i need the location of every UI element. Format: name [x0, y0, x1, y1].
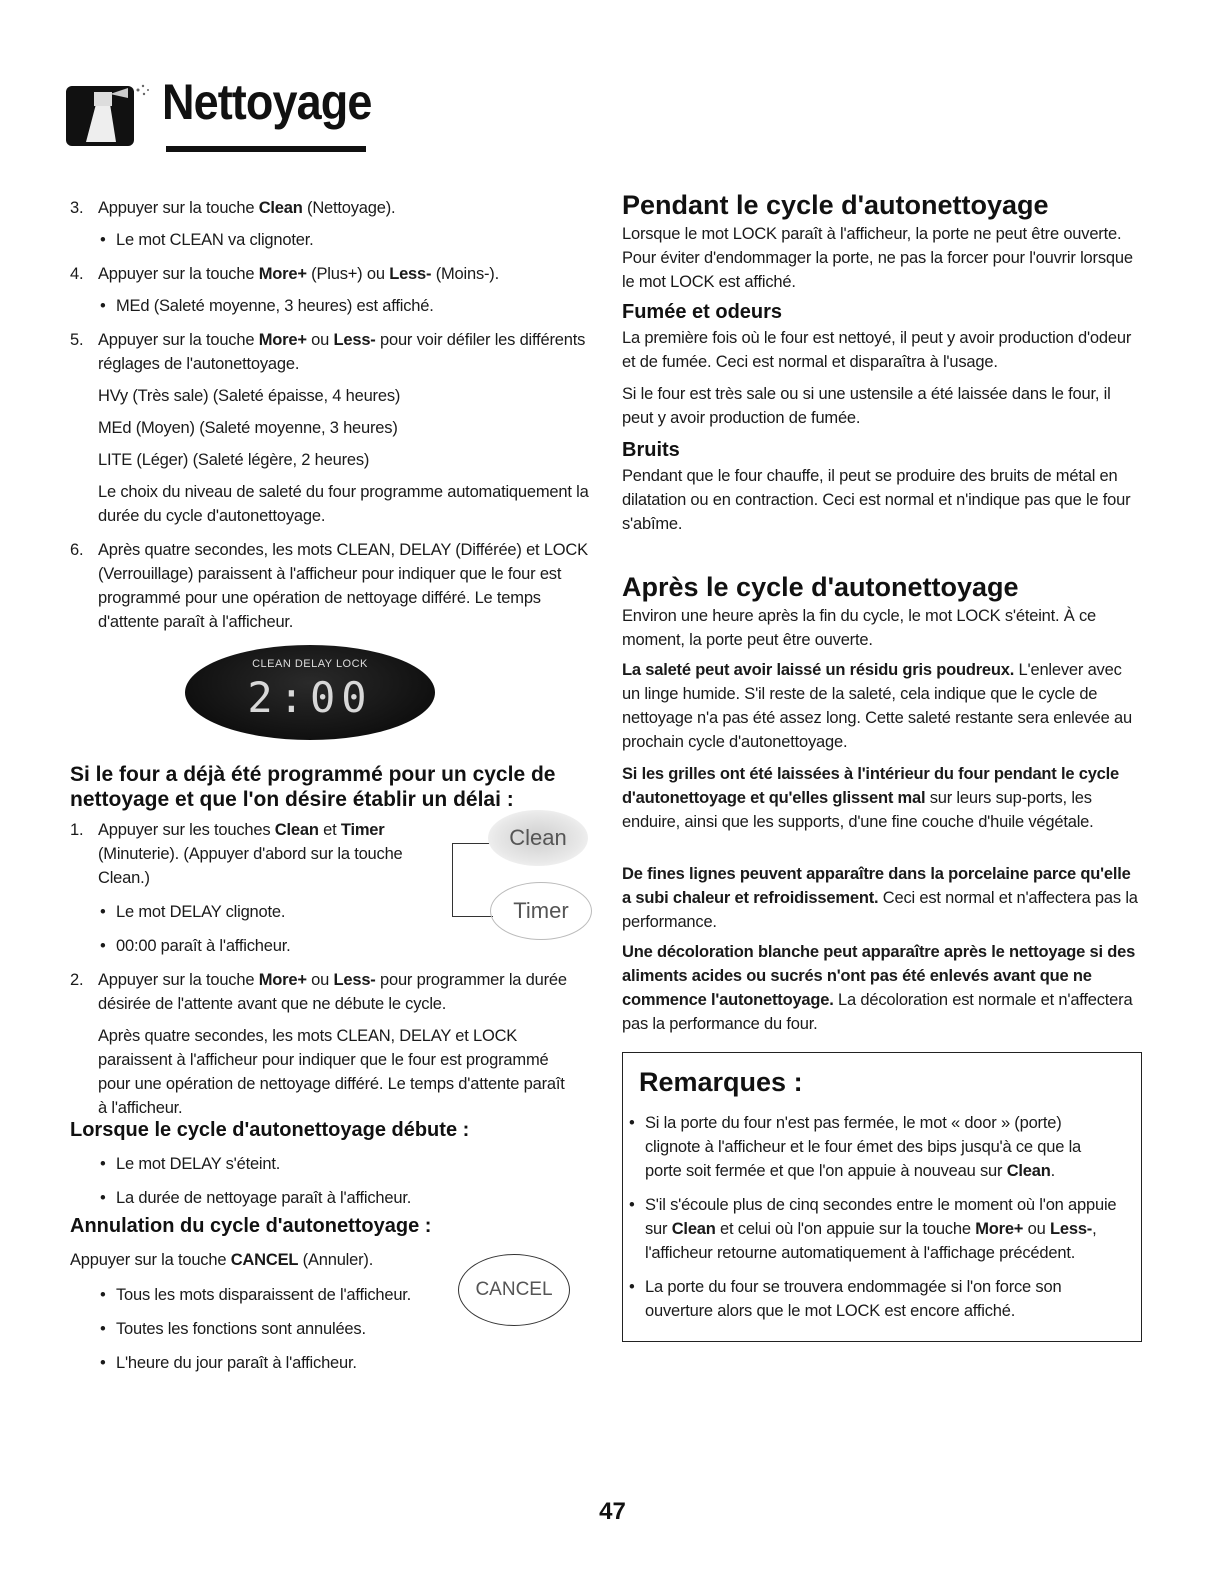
- after-residue: La saleté peut avoir laissé un résidu gris poudreux. L'enlever avec un linge humide. S'il reste de la saleté, cela indique que le cycle de nettoyage n'a pas été assez long. Cette saleté restante sera enlevée au prochain cycle d'autonettoyage.: [622, 661, 1132, 751]
- cancel-key-label: CANCEL: [475, 1279, 553, 1300]
- smoke-text-1: La première fois où le four est nettoyé, il peut y avoir production d'odeur et de fumée. Ceci est normal et disparaîtra à l'usage.: [622, 329, 1132, 371]
- start-heading: Lorsque le cycle d'autonettoyage débute :: [70, 1119, 470, 1141]
- cancel-instruction: Appuyer sur la touche CANCEL (Annuler).: [70, 1251, 374, 1269]
- remarks-box: [622, 1052, 1142, 1342]
- noise-heading: Bruits: [622, 439, 680, 461]
- after-lines: De fines lignes peuvent apparaître dans la porcelaine parce qu'elle a subi chaleur et refroidissement. Ceci est normal et n'affectera pas la performance.: [622, 865, 1138, 931]
- delay-step-2: 2. Appuyer sur la touche More+ ou Less- pour programmer la durée désirée de l'attente avant que ne débute le cycle.: [70, 971, 567, 1013]
- noise-text: Pendant que le four chauffe, il peut se produire des bruits de métal en dilatation ou en contraction. Ceci est normal et n'indique pas que le four s'abîme.: [622, 467, 1131, 533]
- delay-steps: [70, 818, 570, 1120]
- soil-level-medium: MEd (Moyen) (Saleté moyenne, 3 heures): [98, 419, 398, 437]
- header: [66, 70, 376, 155]
- soil-level-light: LITE (Léger) (Saleté légère, 2 heures): [98, 451, 370, 469]
- oven-display: [185, 645, 435, 740]
- title-underline: [166, 146, 366, 152]
- list-item: • Si la porte du four n'est pas fermée, le mot « door » (porte) clignote à l'afficheur et le four émet des bips jusqu'à ce que la porte soit fermée et que l'on appuie à nouveau sur Clean.: [627, 1111, 1117, 1183]
- cancel-heading: Annulation du cycle d'autonettoyage :: [70, 1215, 432, 1237]
- list-item: • L'heure du jour paraît à l'afficheur.: [98, 1351, 478, 1375]
- soil-level-heavy: HVy (Très sale) (Saleté épaisse, 4 heures): [98, 387, 401, 405]
- list-item: • Tous les mots disparaissent de l'afficheur.: [98, 1283, 478, 1307]
- list-item: • La porte du four se trouvera endommagée si l'on force son ouverture alors que le mot LOCK est encore affiché.: [627, 1275, 1117, 1323]
- delay-heading: Si le four a déjà été programmé pour un cycle de nettoyage et que l'on désire établir un délai :: [70, 763, 556, 811]
- step-3: 3. Appuyer sur la touche Clean (Nettoyage).: [70, 199, 396, 217]
- list-item: • MEd (Saleté moyenne, 3 heures) est affiché.: [98, 294, 590, 318]
- page-title: Nettoyage: [162, 74, 372, 130]
- list-item: • Le mot DELAY clignote.: [98, 900, 570, 924]
- after-text: Environ une heure après la fin du cycle, le mot LOCK s'éteint. À ce moment, la porte peut être ouverte.: [622, 607, 1097, 649]
- clean-key-label: Clean: [509, 825, 567, 850]
- smoke-text-2: Si le four est très sale ou si une ustensile a été laissée dans le four, il peut y avoir production de fumée.: [622, 385, 1111, 427]
- timer-key: [490, 882, 592, 940]
- during-heading: Pendant le cycle d'autonettoyage: [622, 190, 1049, 220]
- cleaning-spray-icon: [66, 82, 152, 148]
- display-indicators: CLEAN DELAY LOCK: [252, 658, 368, 670]
- remarks-list: [627, 1111, 1117, 1333]
- delay-step-1: 1. Appuyer sur les touches Clean et Timer (Minuterie). (Appuyer d'abord sur la touche Clean.): [70, 821, 403, 887]
- smoke-heading: Fumée et odeurs: [622, 301, 783, 323]
- left-column: [70, 196, 590, 634]
- delay-note: Après quatre secondes, les mots CLEAN, DELAY et LOCK paraissent à l'afficheur pour indiquer que le four est programmé pour une opération de nettoyage différé. Le temps d'attente paraît à l'afficheur.: [98, 1027, 565, 1117]
- list-item: • Toutes les fonctions sont annulées.: [98, 1317, 478, 1341]
- timer-key-label: Timer: [513, 898, 569, 923]
- list-item: • Le mot CLEAN va clignoter.: [98, 228, 590, 252]
- list-item: • S'il s'écoule plus de cinq secondes entre le moment où l'on appuie sur Clean et celui où l'on appuie sur la touche More+ ou Less-, l'afficheur retourne automatiquement à l'affichage précédent.: [627, 1193, 1117, 1265]
- cancel-key: [458, 1254, 570, 1326]
- step-4: 4. Appuyer sur la touche More+ (Plus+) ou Less- (Moins-).: [70, 265, 499, 283]
- display-time: 2:00: [247, 673, 373, 722]
- step-4-bullets: [98, 294, 590, 318]
- key-connector: [452, 843, 493, 917]
- start-bullets: [98, 1152, 578, 1220]
- after-racks: Si les grilles ont été laissées à l'intérieur du four pendant le cycle d'autonettoyage et qu'elles glissent mal sur leurs sup-ports, les enduire, ainsi que les supports, d'une fine couche d'huile végétale.: [622, 765, 1120, 831]
- soil-levels: [70, 384, 590, 528]
- list-item: • 00:00 paraît à l'afficheur.: [98, 934, 570, 958]
- clean-key: [488, 810, 588, 866]
- step-3-bullets: [98, 228, 590, 252]
- after-discoloration: Une décoloration blanche peut apparaître après le nettoyage si des aliments acides ou sucrés n'ont pas été enlevés avant que ne commence l'autonettoyage. La décoloration est normale et n'affectera pas la performance du four.: [622, 943, 1136, 1033]
- remarks-heading: Remarques :: [639, 1067, 803, 1097]
- during-text: Lorsque le mot LOCK paraît à l'afficheur, la porte ne peut être ouverte. Pour éviter d'endommager la porte, ne pas la forcer pour l'ouvrir lorsque le mot LOCK est affiché.: [622, 225, 1133, 291]
- soil-level-note: Le choix du niveau de saleté du four programme automatiquement la durée du cycle d'autonettoyage.: [98, 483, 589, 525]
- page-number: 47: [599, 1498, 626, 1525]
- step-6: 6. Après quatre secondes, les mots CLEAN, DELAY (Différée) et LOCK (Verrouillage) paraissent à l'afficheur pour indiquer que le four est programmé pour une opération de nettoyage différé. Le temps d'attente paraît à l'afficheur.: [70, 541, 588, 631]
- step-5: 5. Appuyer sur la touche More+ ou Less- pour voir défiler les différents réglages de l'autonettoyage.: [70, 331, 586, 373]
- list-item: • Le mot DELAY s'éteint.: [98, 1152, 578, 1176]
- list-item: • La durée de nettoyage paraît à l'afficheur.: [98, 1186, 578, 1210]
- cancel-bullets: [98, 1283, 478, 1385]
- after-heading: Après le cycle d'autonettoyage: [622, 572, 1019, 602]
